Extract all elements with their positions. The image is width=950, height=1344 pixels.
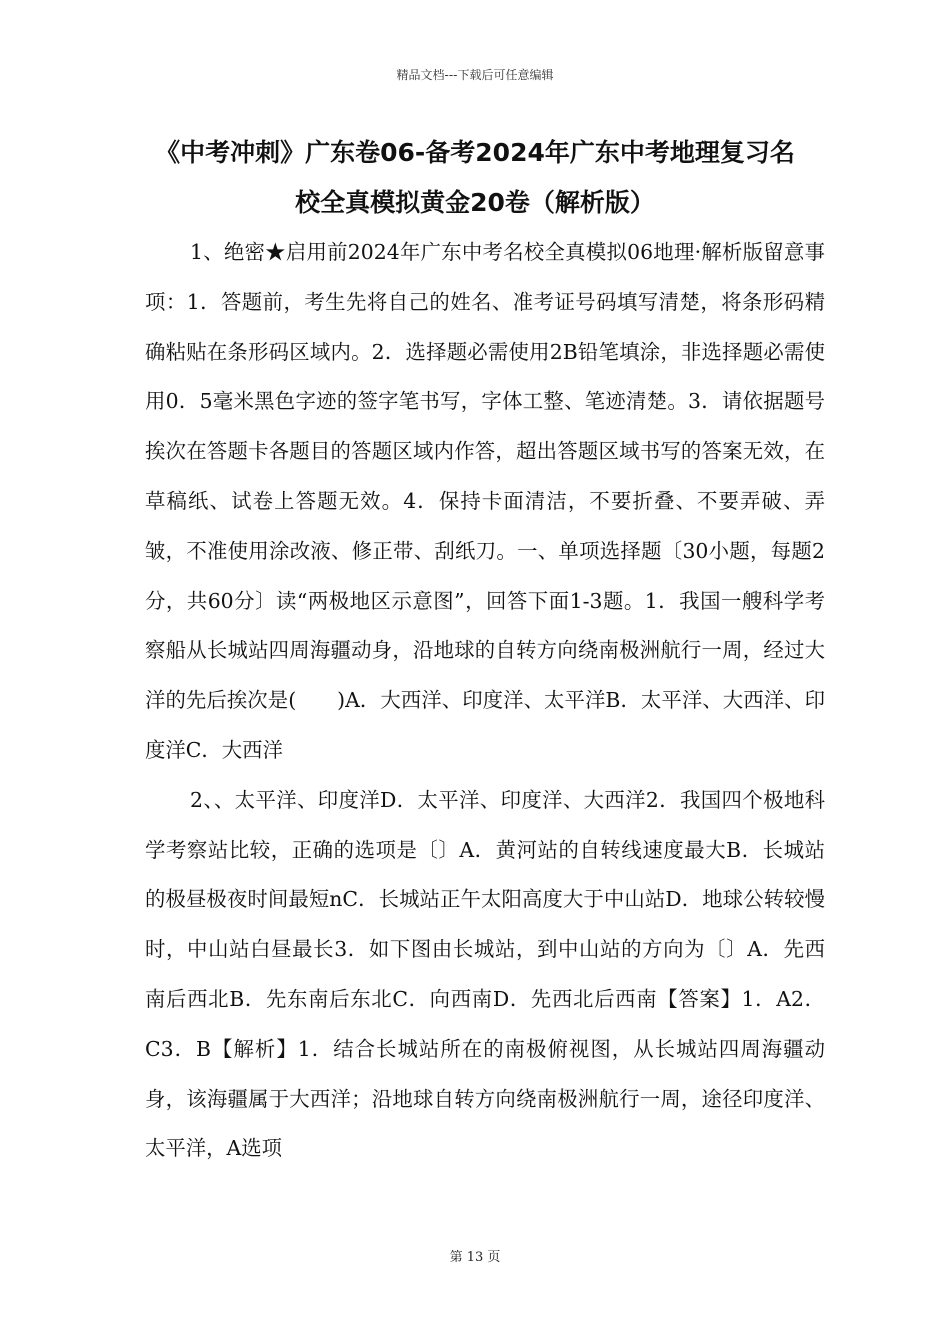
paragraph-2: 2、、太平洋、印度洋D．太平洋、印度洋、大西洋2．我国四个极地科学考察站比较，正确的选项是〔〕A．黄河站的自转线速度最大B．长城站的极昼极夜时间最短nC．长城站正午太阳高度大于中山站D．地球公转较慢时，中山站白昼最长3．如下图由长城站，到中山站的方向为〔〕A．先西南后西北B．先东南后东北C．向西南D．先西北后西南【答案】1．A2．C3．B【解析】1．结合长城站所在的南极俯视图，从长城站四周海疆动身，该海疆属于大西洋；沿地球自转方向绕南极洲航行一周，途径印度洋、太平洋，A选项 <box>145 787 825 1161</box>
document-body <box>145 228 825 1174</box>
title-line-1: 《中考冲刺》广东卷06-备考2024年广东中考地理复习名 <box>155 138 795 167</box>
page-header: 精品文档---下载后可任意编辑 <box>396 68 554 82</box>
document-title <box>130 128 820 228</box>
title-line-2: 校全真模拟黄金20卷（解析版） <box>295 188 655 217</box>
paragraph-1: 1、绝密★启用前2024年广东中考名校全真模拟06地理·解析版留意事项：1．答题前，考生先将自己的姓名、准考证号码填写清楚，将条形码精确粘贴在条形码区域内。2．选择题必需使用2B铅笔填涂，非选择题必需使用0．5毫米黑色字迹的签字笔书写，字体工整、笔迹清楚。3．请依据题号挨次在答题卡各题目的答题区域内作答，超出答题区域书写的答案无效，在草稿纸、试卷上答题无效。4．保持卡面清洁，不要折叠、不要弄破、弄皱，不准使用涂改液、修正带、刮纸刀。一、单项选择题〔30小题，每题2分，共60分〕读“两极地区示意图”，回答下面1-3题。1．我国一艘科学考察船从长城站四周海疆动身，沿地球的自转方向绕南极洲航行一周，经过大洋的先后挨次是( )A．大西洋、印度洋、太平洋B．太平洋、大西洋、印度洋C．大西洋 <box>145 240 825 762</box>
page-number: 第 13 页 <box>449 1250 501 1265</box>
